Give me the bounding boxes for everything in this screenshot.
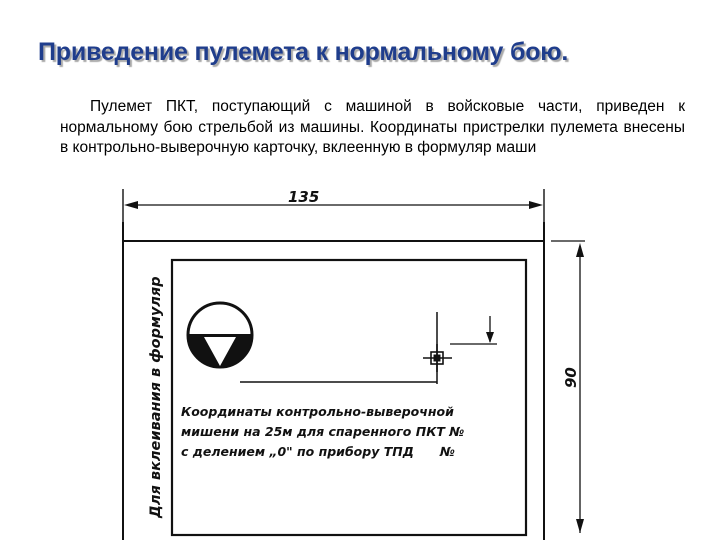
slide-body-text: Пулемет ПКТ, поступающий с машиной в войсковые части, приведен к нормальному бою стрельбой из машины. Координаты пристрелки пулемета внесены в контрольно-выверочную карточку, вклеенную в формуляр маши: [60, 98, 685, 156]
drawing-mask: [116, 200, 616, 540]
card-text-line-1: Координаты контрольно-выверочной: [181, 404, 454, 419]
card-text-line-3: с делением „0" по прибору ТПД №: [181, 444, 455, 459]
slide-title: Приведение пулемета к нормальному бою.: [38, 38, 569, 66]
height-dimension-label: 90: [562, 367, 580, 388]
width-dimension-label: 135: [288, 188, 320, 206]
aiming-target: [188, 303, 252, 367]
side-label: Для вклеивания в формуляр: [148, 276, 164, 518]
card-text-line-2: мишени на 25м для спаренного ПКТ №: [181, 424, 465, 439]
